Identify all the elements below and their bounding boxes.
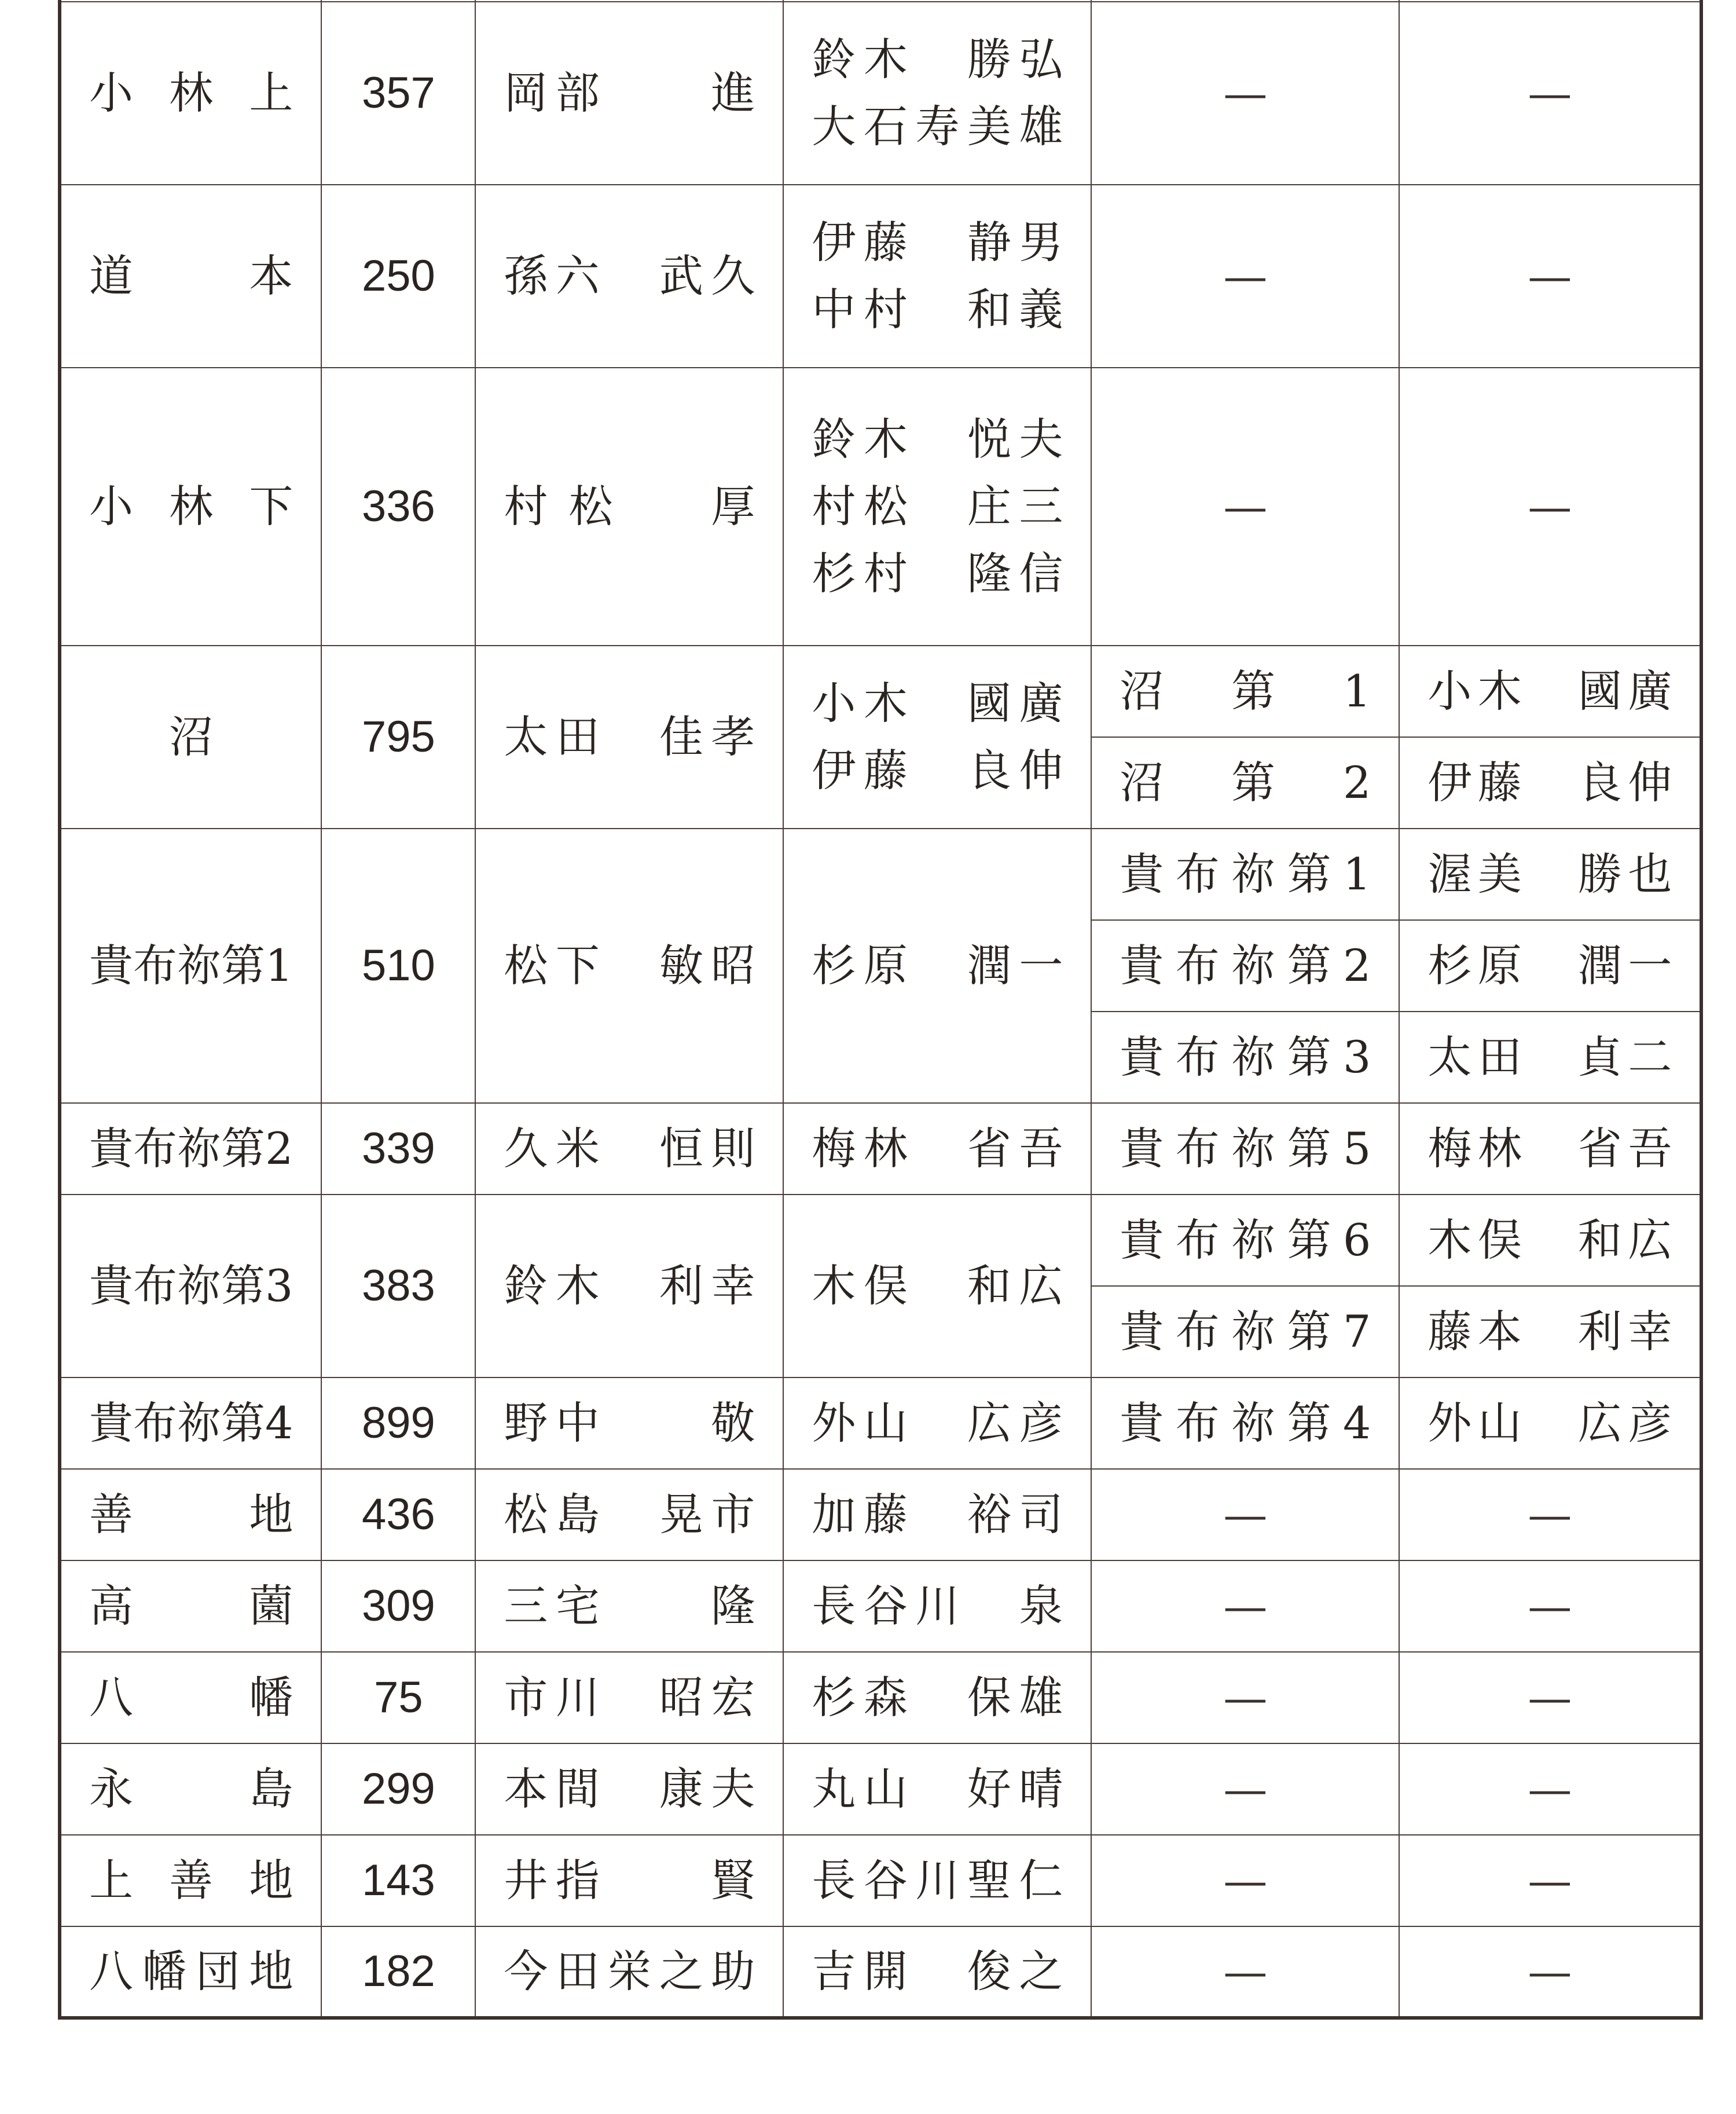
member-name: 伊藤 静男	[812, 217, 1063, 268]
household-count-cell: 899	[321, 1377, 475, 1469]
members-cell: 長谷川聖仁	[783, 1835, 1091, 1926]
committee-table	[58, 0, 1703, 2020]
chair-cell: 岡部 進	[475, 2, 783, 185]
sub-area-cell: 貴布祢第5	[1091, 1103, 1399, 1195]
area-cell: 善 地	[60, 1469, 321, 1560]
sub-person-cell: 外山 広彦	[1399, 1377, 1701, 1469]
table-row	[60, 646, 1701, 737]
members-cell	[783, 185, 1091, 368]
area-cell: 貴布祢第3	[60, 1195, 321, 1377]
area-cell: 貴布祢第1	[60, 829, 321, 1103]
sub-area-cell: 貴布祢第3	[1091, 1012, 1399, 1103]
chair-cell: 三宅 隆	[475, 1560, 783, 1652]
table-row	[60, 2, 1701, 185]
chair-cell: 井指 賢	[475, 1835, 783, 1926]
area-cell: 小 林 下	[60, 368, 321, 646]
sub-person-cell: 梅林 省吾	[1399, 1103, 1701, 1195]
sub-area-cell: 貴布祢第1	[1091, 829, 1399, 920]
members-cell	[783, 2, 1091, 185]
sub-area-cell: —	[1091, 1469, 1399, 1560]
sub-person-cell: —	[1399, 1926, 1701, 2018]
members-cell	[783, 646, 1091, 829]
sub-person-cell: —	[1399, 1652, 1701, 1743]
member-name: 小木 國廣	[812, 677, 1063, 729]
sub-person-cell: —	[1399, 1560, 1701, 1652]
chair-cell: 松島 晃市	[475, 1469, 783, 1560]
household-count-cell: 75	[321, 1652, 475, 1743]
member-name: 杉村 隆信	[812, 548, 1063, 599]
area-cell: 高 薗	[60, 1560, 321, 1652]
sub-area-cell: —	[1091, 1743, 1399, 1835]
sub-person-cell: 杉原 潤一	[1399, 920, 1701, 1012]
sub-person-cell: —	[1399, 1743, 1701, 1835]
area-cell: 道 本	[60, 185, 321, 368]
area-cell: 貴布祢第2	[60, 1103, 321, 1195]
member-name: 鈴木 悦夫	[812, 413, 1063, 465]
area-cell: 永 島	[60, 1743, 321, 1835]
members-cell: 丸山 好晴	[783, 1743, 1091, 1835]
household-count-cell: 339	[321, 1103, 475, 1195]
chair-cell: 村 松 厚	[475, 368, 783, 646]
household-count-cell: 336	[321, 368, 475, 646]
table-row	[60, 1835, 1701, 1926]
sub-person-cell: 渥美 勝也	[1399, 829, 1701, 920]
table-row	[60, 1195, 1701, 1286]
members-cell: 加藤 裕司	[783, 1469, 1091, 1560]
household-count-cell: 436	[321, 1469, 475, 1560]
household-count-cell: 143	[321, 1835, 475, 1926]
members-cell: 外山 広彦	[783, 1377, 1091, 1469]
sub-person-cell: —	[1399, 185, 1701, 368]
sub-area-cell: 貴布祢第4	[1091, 1377, 1399, 1469]
chair-cell: 鈴木 利幸	[475, 1195, 783, 1377]
member-name: 伊藤 良伸	[812, 745, 1063, 796]
table-row	[60, 1469, 1701, 1560]
table-row	[60, 185, 1701, 368]
table-row	[60, 368, 1701, 646]
household-count-cell: 250	[321, 185, 475, 368]
area-cell: 沼	[60, 646, 321, 829]
sub-area-cell: —	[1091, 1835, 1399, 1926]
chair-cell: 今田栄之助	[475, 1926, 783, 2018]
chair-cell: 孫六 武久	[475, 185, 783, 368]
sub-person-cell: 木俣 和広	[1399, 1195, 1701, 1286]
sub-area-cell: —	[1091, 1560, 1399, 1652]
members-cell: 木俣 和広	[783, 1195, 1091, 1377]
sub-area-cell: —	[1091, 368, 1399, 646]
sub-area-cell: 貴布祢第7	[1091, 1286, 1399, 1377]
chair-cell: 久米 恒則	[475, 1103, 783, 1195]
chair-cell: 太田 佳孝	[475, 646, 783, 829]
members-cell: 梅林 省吾	[783, 1103, 1091, 1195]
member-name: 村松 庄三	[812, 481, 1063, 532]
table-row	[60, 1743, 1701, 1835]
household-count-cell: 510	[321, 829, 475, 1103]
member-name: 鈴木 勝弘	[812, 34, 1063, 85]
household-count-cell: 299	[321, 1743, 475, 1835]
table-row	[60, 1652, 1701, 1743]
sub-area-cell: 貴布祢第2	[1091, 920, 1399, 1012]
table-row	[60, 1926, 1701, 2018]
sub-person-cell: 小木 國廣	[1399, 646, 1701, 737]
sub-person-cell: 伊藤 良伸	[1399, 737, 1701, 829]
area-cell: 貴布祢第4	[60, 1377, 321, 1469]
table-row	[60, 829, 1701, 920]
chair-cell: 野中 敬	[475, 1377, 783, 1469]
chair-cell: 本間 康夫	[475, 1743, 783, 1835]
sub-person-cell: —	[1399, 1835, 1701, 1926]
sub-person-cell: 太田 貞二	[1399, 1012, 1701, 1103]
household-count-cell: 182	[321, 1926, 475, 2018]
table-row	[60, 1103, 1701, 1195]
members-cell: 杉森 保雄	[783, 1652, 1091, 1743]
sub-area-cell: —	[1091, 1652, 1399, 1743]
chair-cell: 松下 敏昭	[475, 829, 783, 1103]
sub-area-cell: 貴布祢第6	[1091, 1195, 1399, 1286]
sub-person-cell: 藤本 利幸	[1399, 1286, 1701, 1377]
member-name: 大石寿美雄	[812, 101, 1063, 152]
sub-area-cell: —	[1091, 1926, 1399, 2018]
sub-area-cell: —	[1091, 2, 1399, 185]
member-name: 中村 和義	[812, 284, 1063, 335]
members-cell	[783, 368, 1091, 646]
area-cell: 八 幡	[60, 1652, 321, 1743]
household-count-cell: 383	[321, 1195, 475, 1377]
household-count-cell: 309	[321, 1560, 475, 1652]
sub-area-cell: —	[1091, 185, 1399, 368]
area-cell: 八幡団地	[60, 1926, 321, 2018]
members-cell: 長谷川 泉	[783, 1560, 1091, 1652]
sub-area-cell: 沼 第 2	[1091, 737, 1399, 829]
table-row	[60, 1560, 1701, 1652]
household-count-cell: 357	[321, 2, 475, 185]
chair-cell: 市川 昭宏	[475, 1652, 783, 1743]
sub-person-cell: —	[1399, 368, 1701, 646]
area-cell: 上 善 地	[60, 1835, 321, 1926]
table-body	[60, 0, 1701, 2018]
sub-person-cell: —	[1399, 1469, 1701, 1560]
area-cell: 小 林 上	[60, 2, 321, 185]
members-cell: 吉開 俊之	[783, 1926, 1091, 2018]
sub-person-cell: —	[1399, 2, 1701, 185]
household-count-cell: 795	[321, 646, 475, 829]
sub-area-cell: 沼 第 1	[1091, 646, 1399, 737]
members-cell: 杉原 潤一	[783, 829, 1091, 1103]
table-row	[60, 1377, 1701, 1469]
